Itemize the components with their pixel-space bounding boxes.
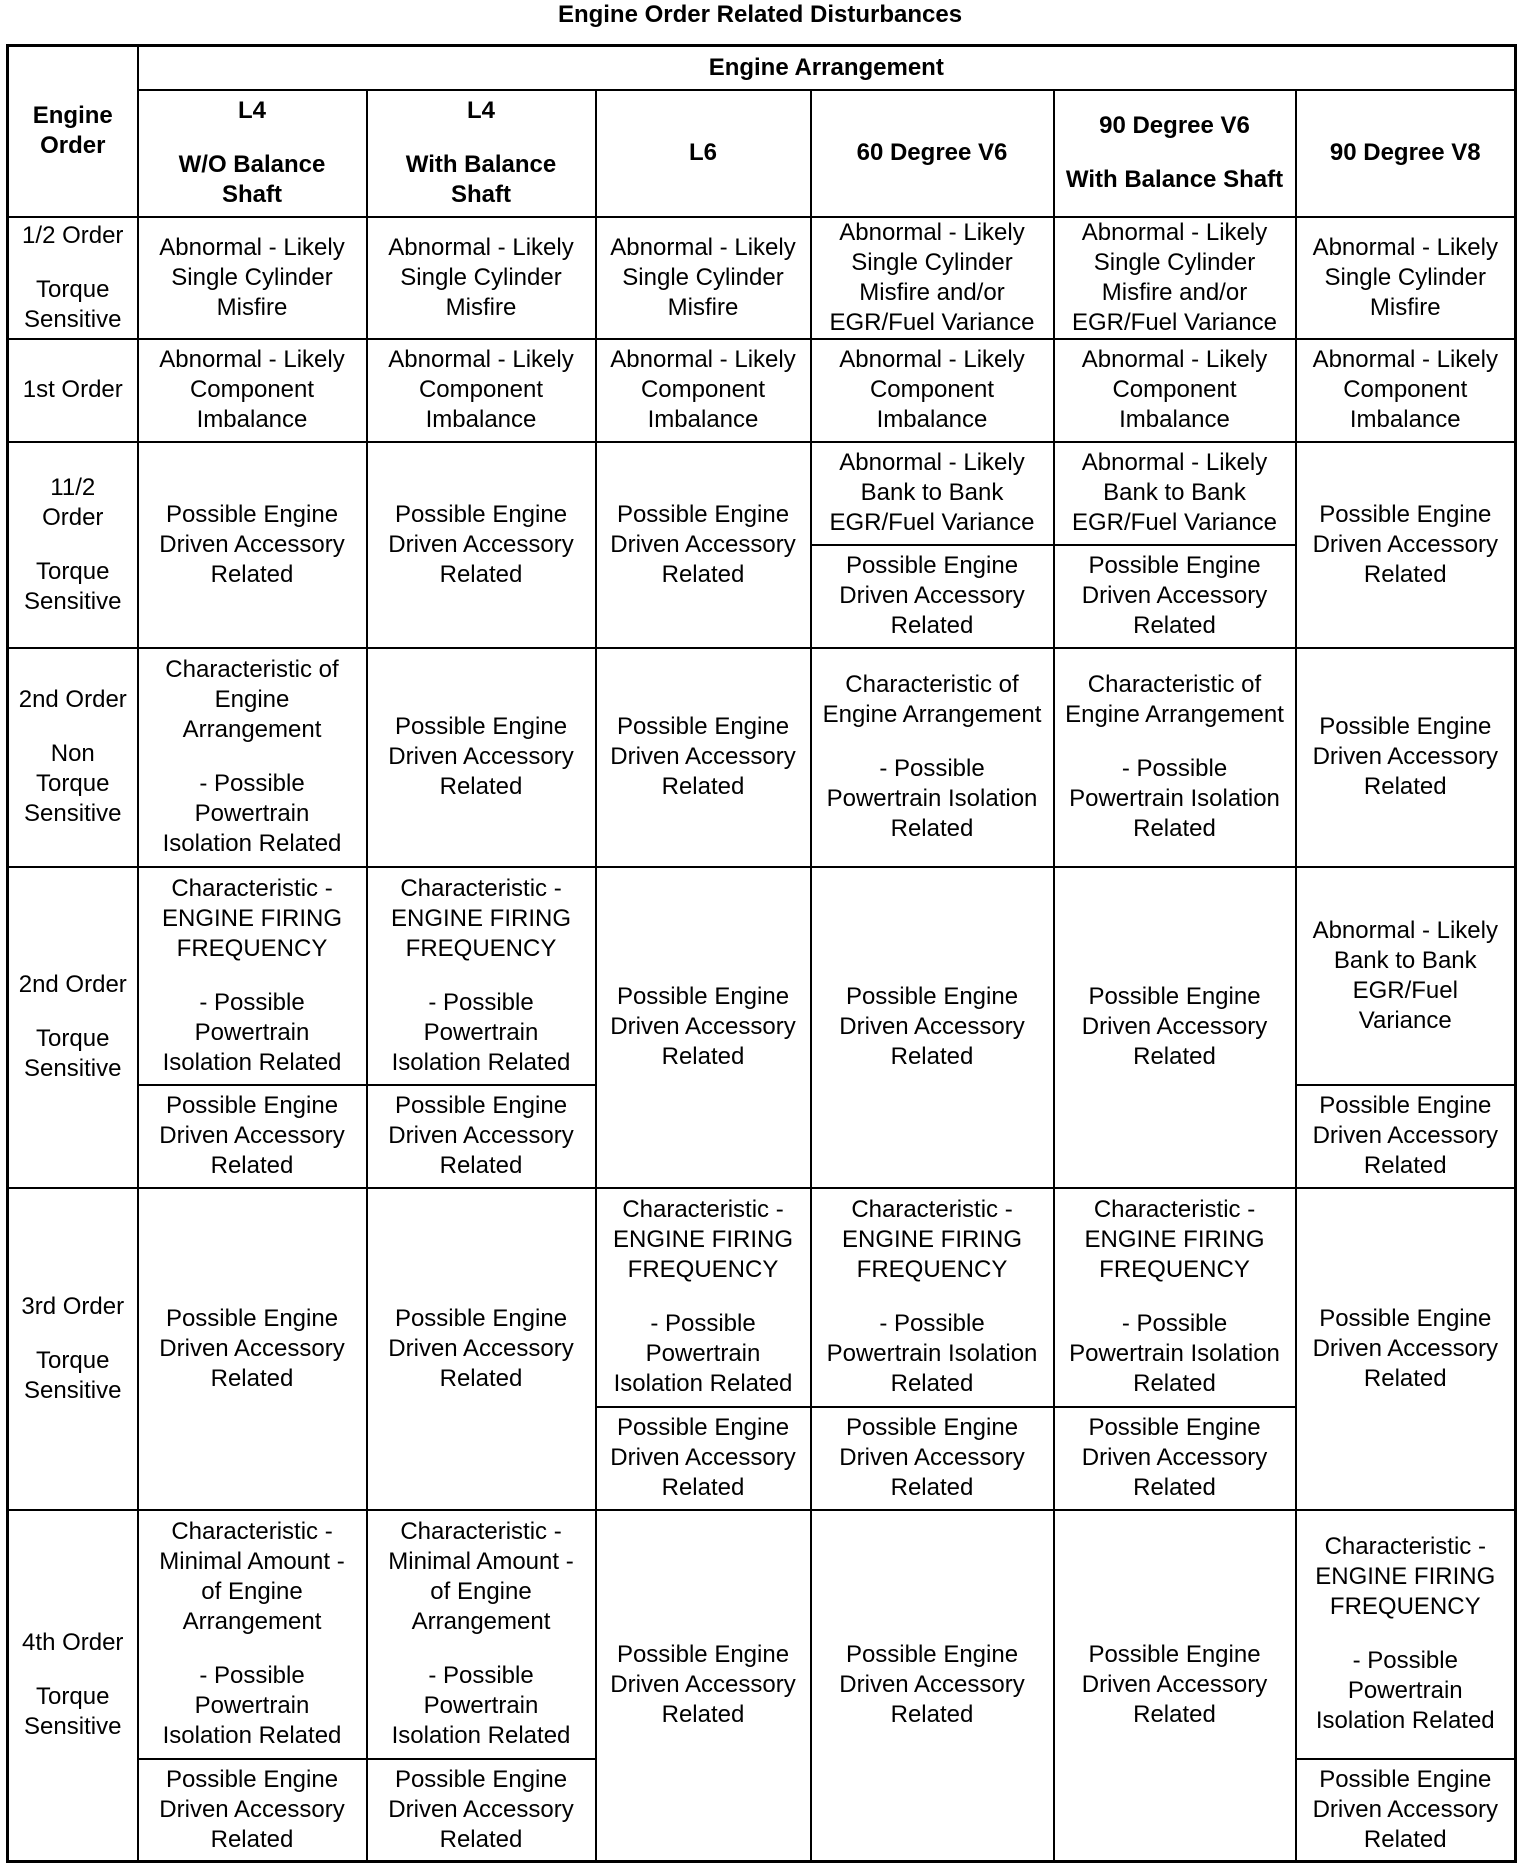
cell-line: Driven Accessory [1312,530,1498,558]
cell-line: Powertrain Isolation [826,1340,1038,1367]
cell-line: Possible Engine [394,1765,568,1793]
row-label: 4th Order Torque Sensitive [8,1510,138,1862]
cell-line: Single Cylinder [171,263,333,291]
cell-line: Arrangement [182,1608,322,1635]
cell-line: Related [890,612,974,639]
cell-line: Related [661,560,745,588]
cell-line: Characteristic of [1087,671,1262,698]
col-header-l6: L6 [596,90,811,217]
cell-line: Misfire [667,293,739,321]
cell [811,1188,1054,1407]
cell-line: Possible Engine [394,713,568,740]
cell [367,1759,596,1862]
cell-line: Bank to Bank [860,479,1004,506]
cell [138,217,367,339]
cell [138,442,367,648]
cell [1296,1188,1516,1510]
cell-line: EGR/Fuel Variance [829,308,1035,336]
cell-line: FREQUENCY [627,1256,779,1283]
cell [596,1510,811,1862]
cell-line: Isolation Related [613,1370,793,1397]
cell-line: Isolation Related [391,1048,571,1076]
cell-line: Component [1343,376,1468,403]
cell-line: ENGINE FIRING [161,904,342,932]
cell [367,339,596,442]
cell [1054,648,1296,867]
cell-line: - Possible [1121,755,1228,782]
cell [596,648,811,867]
cell-line: Driven Accessory [839,1671,1025,1699]
cell-line: Possible Engine [845,552,1019,579]
cell-line: Single Cylinder [851,248,1013,276]
cell-line: FREQUENCY [405,934,557,962]
engine-arrangement-header: Engine Arrangement [138,46,1516,90]
cell-line: Driven Accessory [839,582,1025,609]
cell [1296,339,1516,442]
cell-line: Possible Engine [616,983,790,1010]
cell-line: Related [439,773,523,800]
cell-line: Component [869,376,995,403]
col-header-90-degree-v6: 90 Degree V6 With Balance Shaft [1054,90,1296,217]
engine-order-header: Engine Order [8,46,138,217]
cell-line: ENGINE FIRING [841,1226,1022,1253]
cell-line: FREQUENCY [176,934,328,962]
cell-line: Possible Engine [1088,552,1261,579]
cell-line: Powertrain [1347,1677,1463,1704]
cell [138,867,367,1085]
cell [1054,1407,1296,1510]
cell-line: Possible Engine [616,1641,790,1669]
cell [367,1188,596,1510]
cell-line: - Possible [428,988,534,1016]
cell-line: Abnormal - Likely [388,233,574,261]
cell-line: EGR/Fuel Variance [829,509,1035,536]
cell-line: Related [1133,612,1216,639]
cell-line: Imbalance [1349,406,1461,433]
cell [596,442,811,648]
cell-line: ENGINE FIRING [1084,1226,1265,1253]
cell-line: Engine [214,686,290,713]
cell-line: Characteristic - [851,1196,1013,1223]
cell-line: Possible Engine [616,500,790,528]
cell-line: Characteristic - [400,1518,562,1545]
cell-line: Minimal Amount - [388,1548,574,1575]
cell [596,1407,811,1510]
cell-line: Possible Engine [1319,500,1492,528]
cell [596,339,811,442]
cell-line: Driven Accessory [1081,582,1268,609]
engine-order-table [6,44,1517,1863]
cell [367,217,596,339]
cell [596,1188,811,1407]
cell-line: Characteristic - [622,1196,784,1223]
cell-line: Related [661,1474,745,1501]
cell-line: Related [890,815,974,842]
cell-line: Possible Engine [845,1641,1019,1669]
cell-line: Possible Engine [1319,713,1492,740]
cell-line: - Possible [879,1310,985,1337]
cell-line: ENGINE FIRING [1315,1563,1496,1590]
cell-line: Misfire and/or [1101,278,1248,306]
cell [1296,648,1516,867]
cell-line: Related [439,560,523,588]
cell-line: Driven Accessory [839,1013,1025,1040]
cell-line: ENGINE FIRING [612,1226,793,1253]
cell-line: Component [640,376,766,403]
cell-line: Related [1363,1364,1447,1392]
cell-line: Related [890,1043,974,1070]
cell-line: Abnormal - Likely [1081,346,1268,373]
cell-line: Related [1363,1152,1447,1179]
cell-line: Single Cylinder [400,263,562,291]
cell-line: Related [1363,773,1447,800]
cell-line: Possible Engine [394,1304,568,1332]
cell-line: Driven Accessory [610,1013,796,1040]
cell [138,1759,367,1862]
cell [1296,1510,1516,1759]
col-header-l4-without-balance-shaft: L4 W/O Balance Shaft [138,90,367,217]
cell [1054,339,1296,442]
row-label: 1st Order [8,339,138,442]
cell-line: Abnormal - Likely [610,233,796,261]
cell-line: Powertrain [423,1692,539,1719]
cell [138,1188,367,1510]
cell-line: Characteristic of [845,671,1019,698]
cell-line: Driven Accessory [159,1795,345,1823]
cell-line: Arrangement [411,1608,551,1635]
col-header-60-degree-v6: 60 Degree V6 [811,90,1054,217]
cell-line: Driven Accessory [388,530,574,558]
cell-line: Driven Accessory [610,1671,796,1699]
cell-line: Possible Engine [165,1765,339,1793]
row-label: 11/2 Order Torque Sensitive [8,442,138,648]
cell-line: Possible Engine [1319,1092,1492,1119]
cell-line: - Possible [1352,1647,1458,1674]
cell-line: Misfire and/or [859,278,1005,306]
cell [1296,867,1516,1085]
cell-line: of Engine [201,1578,303,1605]
cell-line: Single Cylinder [1093,248,1256,276]
row-label: 2nd Order Non Torque Sensitive [8,648,138,867]
cell-line: Imbalance [647,406,759,433]
cell-line: FREQUENCY [856,1256,1008,1283]
cell-line: Powertrain Isolation [1069,1340,1280,1367]
cell [138,1085,367,1188]
cell-line: Driven Accessory [1081,1013,1268,1040]
cell-line: Possible Engine [1319,1304,1492,1332]
cell-line: Possible Engine [394,500,568,528]
cell-line: Driven Accessory [610,743,796,770]
col-header-90-degree-v8: 90 Degree V8 [1296,90,1516,217]
cell-line: Isolation Related [162,830,342,857]
cell-line: Powertrain [194,1018,310,1046]
cell-line: Driven Accessory [388,1122,574,1149]
cell-line: EGR/Fuel Variance [1072,509,1277,536]
cell [1054,545,1296,648]
cell-line: Single Cylinder [1324,263,1486,291]
cell-line: Related [661,773,745,800]
cell [811,442,1054,545]
cell-line: Abnormal - Likely [1081,218,1268,246]
cell-line: EGR/Fuel [1352,976,1458,1004]
cell-line: EGR/Fuel Variance [1072,308,1277,336]
cell-line: Related [210,560,294,588]
cell-line: Abnormal - Likely [1081,449,1268,476]
cell-line: Possible Engine [1088,1641,1261,1669]
cell [811,867,1054,1188]
cell-line: Abnormal - Likely [839,449,1025,476]
cell [1296,442,1516,648]
cell [1054,1510,1296,1862]
cell [138,339,367,442]
cell-line: Driven Accessory [610,530,796,558]
cell-line: Related [210,1825,294,1853]
cell-line: Possible Engine [165,500,339,528]
cell-line: - Possible [199,1662,305,1689]
cell-line: - Possible [199,988,305,1016]
cell [367,1510,596,1759]
cell [811,1510,1054,1862]
cell-line: Possible Engine [165,1304,339,1332]
cell-line: Imbalance [425,406,537,433]
cell [1296,1085,1516,1188]
cell-line: Minimal Amount - [159,1548,345,1575]
cell-line: Driven Accessory [1312,1122,1498,1149]
cell-line: Imbalance [1119,406,1230,433]
cell [367,1085,596,1188]
cell-line: Related [1133,1370,1216,1397]
cell-line: Driven Accessory [610,1444,796,1471]
cell [811,217,1054,339]
cell-line: Imbalance [196,406,308,433]
cell-line: Abnormal - Likely [839,218,1025,246]
cell-line: Characteristic - [1093,1196,1256,1223]
cell-line: Related [1133,815,1216,842]
cell [811,1407,1054,1510]
cell-line: Variance [1358,1006,1452,1034]
row-label: 1/2 Order Torque Sensitive [8,217,138,339]
cell-line: Driven Accessory [388,743,574,770]
cell-line: Characteristic - [171,874,333,902]
cell-line: Possible Engine [1319,1765,1492,1793]
cell-line: Isolation Related [1315,1707,1495,1734]
cell [596,217,811,339]
cell-line: Driven Accessory [159,1122,345,1149]
col-header-l4-with-balance-shaft: L4 With Balance Shaft [367,90,596,217]
cell-line: Abnormal - Likely [1312,346,1498,373]
cell-line: Engine Arrangement [822,701,1042,728]
cell [367,648,596,867]
cell-line: Component [189,376,315,403]
cell-line: Driven Accessory [1312,1795,1498,1823]
cell-line: Misfire [1369,293,1441,321]
cell [811,648,1054,867]
cell-line: Characteristic - [400,874,562,902]
cell-line: Related [439,1825,523,1853]
row-label: 2nd Order Torque Sensitive [8,867,138,1188]
cell-line: Related [1133,1474,1216,1501]
cell-line: Related [439,1364,523,1392]
cell-line: Powertrain [194,1692,310,1719]
cell-line: Related [439,1152,523,1179]
cell-line: Abnormal - Likely [610,346,796,373]
cell [811,545,1054,648]
cell-line: Possible Engine [845,1414,1019,1441]
cell-line: - Possible [199,770,305,797]
cell-line: Component [1112,376,1237,403]
cell-line: Powertrain [423,1018,539,1046]
cell-line: Driven Accessory [839,1444,1025,1471]
cell [596,867,811,1188]
cell-line: Isolation Related [162,1048,342,1076]
cell-line: Abnormal - Likely [839,346,1025,373]
cell-line: Driven Accessory [1312,743,1498,770]
cell-line: Driven Accessory [1312,1334,1498,1362]
cell [1296,1759,1516,1862]
cell-line: Possible Engine [1088,983,1261,1010]
cell [1054,442,1296,545]
cell-line: Related [1133,1701,1216,1729]
cell [1054,1188,1296,1407]
cell-line: Misfire [445,293,517,321]
cell-line: Powertrain [645,1340,761,1367]
cell-line: Possible Engine [1088,1414,1261,1441]
cell-line: Single Cylinder [622,263,784,291]
cell-line: Possible Engine [616,1414,790,1441]
cell-line: FREQUENCY [1099,1256,1250,1283]
cell [138,648,367,867]
cell-line: Related [890,1474,974,1501]
cell-line: Engine Arrangement [1065,701,1284,728]
cell-line: - Possible [428,1662,534,1689]
cell-line: Driven Accessory [1081,1444,1268,1471]
cell-line: Abnormal - Likely [1312,233,1498,261]
cell-line: Powertrain Isolation [826,785,1038,812]
cell [1054,867,1296,1188]
cell-line: Driven Accessory [1081,1671,1268,1699]
cell-line: Related [661,1043,745,1070]
page-title: Engine Order Related Disturbances [557,1,963,28]
cell-line: Component [418,376,544,403]
cell-line: - Possible [650,1310,756,1337]
cell-line: - Possible [879,755,985,782]
cell-line: Isolation Related [162,1722,342,1749]
cell-line: Related [1363,1825,1447,1853]
cell-line: Abnormal - Likely [1312,916,1498,944]
row-label: 3rd Order Torque Sensitive [8,1188,138,1510]
cell-line: Possible Engine [616,713,790,740]
cell-line: Driven Accessory [388,1795,574,1823]
cell-line: Related [890,1701,974,1729]
cell-line: Driven Accessory [159,1334,345,1362]
cell-line: Related [890,1370,974,1397]
cell [1296,217,1516,339]
cell [811,339,1054,442]
cell-line: Related [210,1364,294,1392]
cell [138,1510,367,1759]
cell-line: Related [661,1701,745,1729]
cell-line: Bank to Bank [1103,479,1246,506]
cell-line: Isolation Related [391,1722,571,1749]
cell-line: Abnormal - Likely [159,233,345,261]
cell-line: Characteristic of [165,656,339,683]
cell [367,442,596,648]
cell-line: Characteristic - [1324,1533,1486,1560]
cell-line: Abnormal - Likely [159,346,345,373]
cell-line: FREQUENCY [1329,1593,1481,1620]
cell-line: Related [1363,560,1447,588]
cell-line: Possible Engine [845,983,1019,1010]
cell-line: Related [1133,1043,1216,1070]
cell-line: Misfire [216,293,288,321]
cell [367,867,596,1085]
cell-line: of Engine [430,1578,532,1605]
cell-line: Possible Engine [165,1092,339,1119]
cell-line: Bank to Bank [1333,946,1477,974]
cell-line: Driven Accessory [388,1334,574,1362]
cell-line: Characteristic - [171,1518,333,1545]
cell-line: Powertrain Isolation [1069,785,1280,812]
cell-line: Arrangement [182,716,322,743]
cell-line: Related [210,1152,294,1179]
cell-line: ENGINE FIRING [390,904,571,932]
cell-line: Imbalance [876,406,988,433]
cell-line: - Possible [1121,1310,1228,1337]
cell-line: Possible Engine [394,1092,568,1119]
cell [1054,217,1296,339]
cell-line: Abnormal - Likely [388,346,574,373]
cell-line: Driven Accessory [159,530,345,558]
cell-line: Powertrain [194,800,310,827]
